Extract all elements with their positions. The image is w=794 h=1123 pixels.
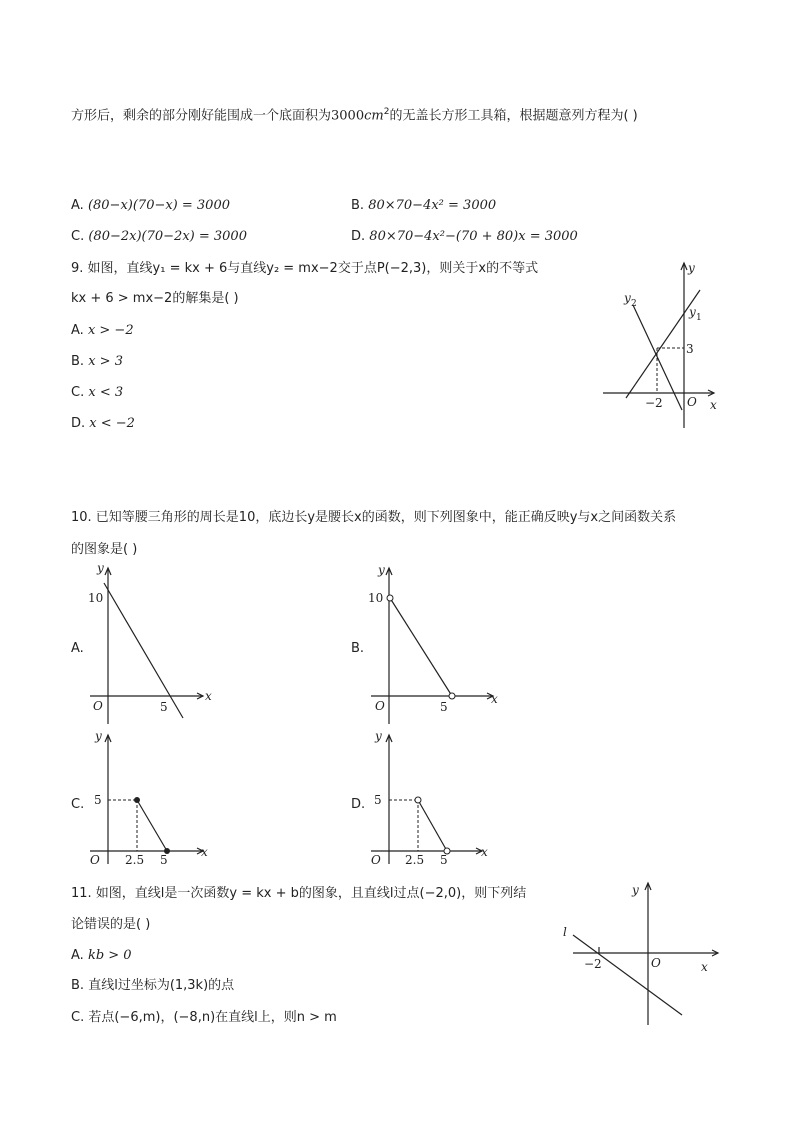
- graph-c-y-label: y: [95, 729, 102, 743]
- option-text: x < −2: [89, 416, 135, 431]
- graph-d-x-tick2: 5: [440, 853, 448, 867]
- option-label: A.: [71, 198, 84, 213]
- q9-line2-label: y: [624, 291, 631, 305]
- graph-d-x-tick1: 2.5: [405, 853, 425, 867]
- q10-graph-b-label[interactable]: B.: [351, 641, 365, 656]
- graph-b-x-tick: 5: [440, 700, 448, 714]
- graph-a-origin: O: [93, 699, 103, 713]
- option-label: D.: [71, 416, 86, 431]
- graph-c-x-label: x: [201, 845, 208, 859]
- option-text: 80×70−4x²−(70 + 80)x = 3000: [369, 229, 578, 244]
- q10-graph-c-label[interactable]: C.: [71, 797, 85, 812]
- option-text: 若点(−6,m)，(−8,n)在直线l上，则n > m: [88, 1010, 337, 1025]
- q9-line1-label: y: [689, 305, 696, 319]
- graph-b-y-label: y: [378, 563, 385, 577]
- q11-y-label: y: [632, 883, 639, 897]
- graph-d-y-tick: 5: [374, 793, 382, 807]
- option-label: A.: [71, 323, 84, 338]
- q9-x-tick-label: −2: [645, 396, 663, 410]
- q8-unit-exp: 2: [383, 107, 390, 117]
- q9-y-label: y: [688, 261, 695, 275]
- graph-d-origin: O: [371, 853, 381, 867]
- q11-line-label: l: [563, 925, 567, 939]
- graph-a-y-label: y: [97, 561, 104, 575]
- q8-unit: cm: [364, 108, 384, 124]
- q8-cont-suffix: 的无盖长方形工具箱，根据题意列方程为( ): [389, 108, 638, 124]
- option-label: C.: [71, 385, 85, 400]
- q11-stem-line1: 11. 如图，直线l是一次函数y = kx + b的图象，且直线l过点(−2,0)，则下列结: [71, 886, 527, 901]
- option-text: x > 3: [88, 354, 123, 369]
- q10-graph-a-label[interactable]: A.: [71, 641, 84, 656]
- q10-stem-line1: 10. 已知等腰三角形的周长是10，底边长y是腰长x的函数，则下列图象中，能正确反映y与x之间函数关系: [71, 510, 677, 525]
- q11-x-tick-label: −2: [584, 957, 602, 971]
- option-label: D.: [351, 229, 366, 244]
- q8-cont-prefix: 方形后，剩余的部分刚好能围成一个底面积为: [71, 108, 332, 124]
- q11-stem-line2: 论错误的是( ): [71, 917, 151, 932]
- q9-y-tick-label: 3: [686, 342, 694, 356]
- q11-line-l: [573, 935, 682, 1015]
- option-text: 直线l过坐标为(1,3k)的点: [88, 978, 235, 993]
- q10-graph-d-label[interactable]: D.: [351, 797, 366, 812]
- graph-a-y-tick: 10: [88, 591, 104, 605]
- q9-origin-label: O: [687, 395, 697, 409]
- graph-c-x-tick1: 2.5: [125, 853, 145, 867]
- graph-b-x-label: x: [491, 692, 498, 706]
- option-text: (80−2x)(70−2x) = 3000: [88, 229, 247, 244]
- graph-b-origin: O: [375, 699, 385, 713]
- q11-origin-label: O: [651, 956, 661, 970]
- q8-area: 3000: [331, 108, 365, 124]
- option-text: kb > 0: [87, 948, 132, 963]
- option-text: x < 3: [88, 385, 124, 400]
- option-text: x > −2: [87, 323, 134, 338]
- option-label: C.: [71, 229, 85, 244]
- option-label: A.: [71, 948, 84, 963]
- graph-d-y-label: y: [375, 729, 382, 743]
- graph-c-x-tick2: 5: [160, 853, 168, 867]
- option-label: B.: [71, 354, 85, 369]
- option-text: 80×70−4x² = 3000: [368, 198, 497, 213]
- option-label: B.: [71, 978, 85, 993]
- graph-a-x-tick: 5: [160, 700, 168, 714]
- q9-stem-line2: kx + 6 > mx−2的解集是( ): [71, 291, 239, 306]
- option-text: (80−x)(70−x) = 3000: [87, 198, 230, 213]
- option-label: C.: [71, 1010, 85, 1025]
- q10-stem-line2: 的图象是( ): [71, 542, 138, 557]
- option-label: B.: [351, 198, 365, 213]
- graph-c-origin: O: [90, 853, 100, 867]
- graph-a-x-label: x: [205, 689, 212, 703]
- graph-b-y-tick: 10: [368, 591, 384, 605]
- q9-stem-line1: 9. 如图，直线y₁ = kx + 6与直线y₂ = mx−2交于点P(−2,3)，则关于x的不等式: [71, 261, 539, 276]
- q9-line1-sub: 1: [696, 313, 702, 323]
- q9-x-label: x: [710, 398, 717, 412]
- q9-line2-sub: 2: [631, 299, 637, 309]
- graph-c-y-tick: 5: [94, 793, 102, 807]
- graph-d-x-label: x: [481, 845, 488, 859]
- q11-x-label: x: [701, 960, 708, 974]
